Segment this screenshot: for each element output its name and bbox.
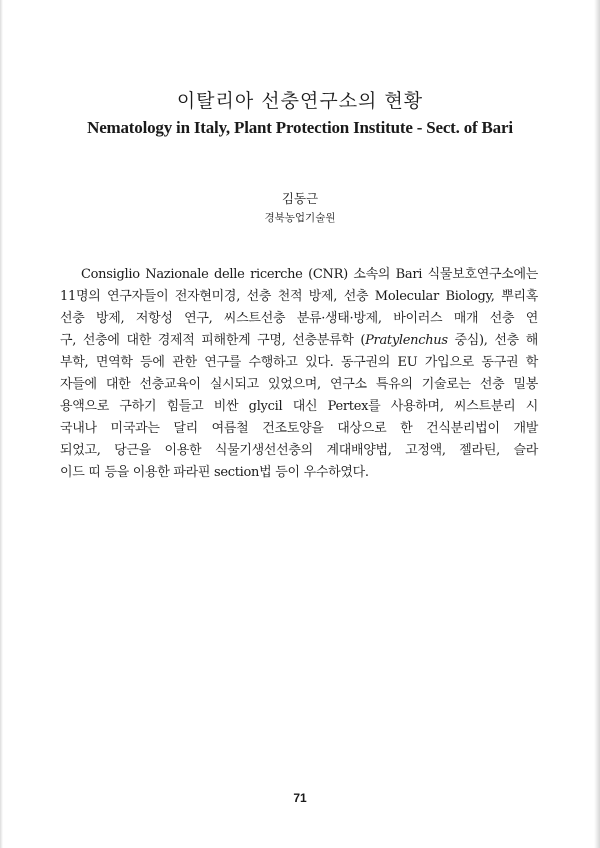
body-line: 선충 방제, 저항성 연구, 씨스트선충 분류·생태·방제, 바이러스 매개 선충 연 — [60, 311, 538, 326]
title-english: Nematology in Italy, Plant Protection Institute - Sect. of Bari — [87, 118, 513, 137]
body-line: 구, 선충에 대한 경제적 피해한계 구명, 선충분류학 (Pratylenchus 중심), 선충 해 — [60, 333, 538, 348]
body-line: 이드 띠 등을 이용한 파라핀 section법 등이 우수하였다. — [60, 465, 369, 480]
title-korean: 이탈리아 선충연구소의 현황 — [176, 90, 424, 112]
body-line: Consiglio Nazionale delle ricerche (CNR) 소속의 Bari 식물보호연구소에는 — [81, 267, 538, 282]
body-line: 되었고, 당근을 이용한 식물기생선선충의 계대배양법, 고정액, 젤라틴, 슬라 — [60, 443, 538, 458]
author-name: 김동근 — [281, 191, 319, 206]
body-line: 용액으로 구하기 힘들고 비싼 glycil 대신 Pertex를 사용하며, 씨스트분리 시 — [60, 399, 538, 414]
body-line: 국내나 미국과는 달리 여름철 건조토양을 대상으로 한 건식분리법이 개발 — [60, 421, 538, 436]
body-line: 자들에 대한 선충교육이 실시되고 있었으며, 연구소 특유의 기술로는 선충 밀봉 — [60, 377, 538, 392]
genus-name: Pratylenchus — [365, 333, 448, 348]
author-affiliation: 경북농업기술원 — [264, 212, 336, 224]
body-paragraph — [60, 264, 538, 484]
body-line: 부학, 면역학 등에 관한 연구를 수행하고 있다. 동구권의 EU 가입으로 동구권 학 — [60, 355, 538, 370]
body-line: 11명의 연구자들이 전자현미경, 선충 천적 방제, 선충 Molecular Biology, 뿌리혹 — [60, 289, 538, 304]
page-number: 71 — [293, 791, 307, 805]
